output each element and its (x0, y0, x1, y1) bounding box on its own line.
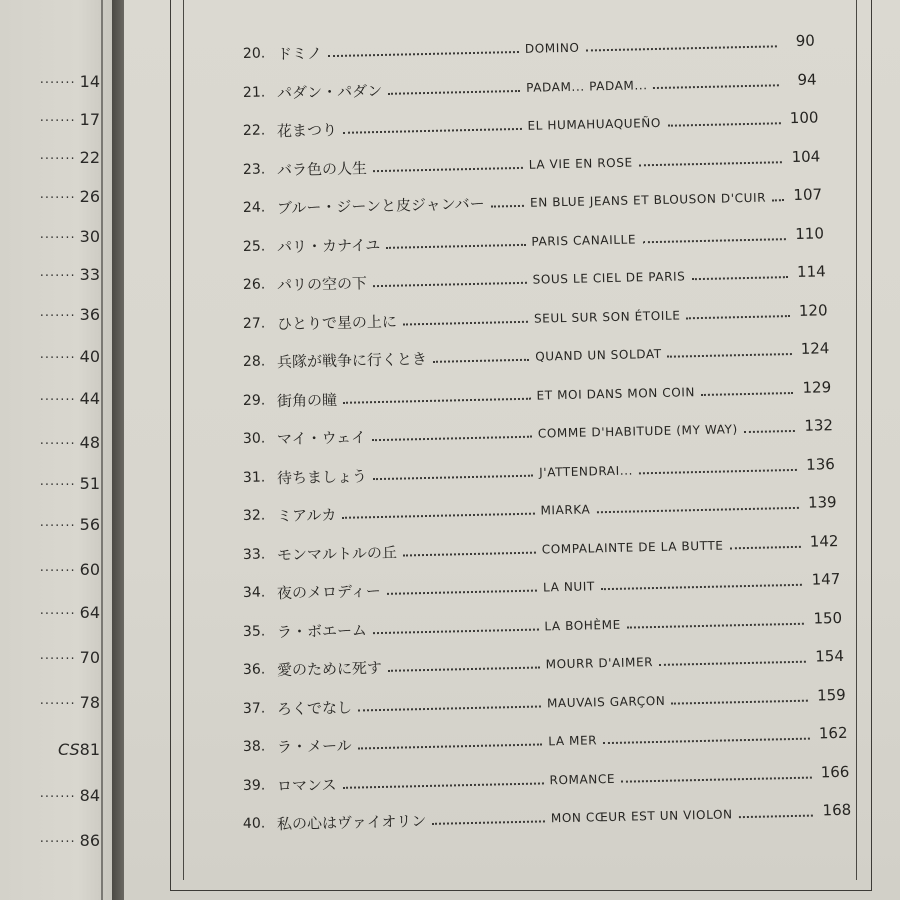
leader-dots (653, 84, 779, 89)
left-toc-row (0, 831, 100, 853)
leader-dots (373, 282, 527, 287)
toc-page-number: 100 (789, 108, 819, 128)
leader-dots: ······· (39, 269, 76, 284)
leader-dots (433, 359, 529, 363)
left-toc-page: 30 (79, 227, 100, 246)
toc-french-title: QUAND UN SOLDAT (535, 346, 662, 364)
left-toc-row (0, 648, 100, 670)
left-toc-row (0, 389, 100, 411)
toc-number: 24. (242, 199, 266, 216)
leader-dots: ······· (39, 351, 76, 366)
left-toc-page: 64 (79, 603, 100, 622)
toc-number: 40. (242, 815, 266, 832)
leader-dots (621, 776, 812, 782)
left-toc-row (0, 265, 100, 287)
leader-dots: ······· (39, 76, 76, 91)
toc-japanese-title: ろくでなし (276, 698, 353, 718)
left-toc-page: 60 (79, 560, 100, 579)
leader-dots (343, 782, 544, 788)
leader-dots: ······· (39, 697, 76, 712)
toc-number: 32. (242, 507, 266, 524)
toc-french-title: ET MOI DANS MON COIN (536, 384, 696, 403)
leader-dots: ······· (39, 437, 76, 452)
toc-japanese-title: 待ちましょう (276, 466, 368, 487)
toc-page-number: 150 (813, 608, 843, 628)
toc-page-number: 159 (816, 685, 846, 704)
leader-dots: ······· (39, 152, 76, 167)
left-toc-page: 40 (79, 347, 100, 366)
leader-dots (701, 392, 793, 396)
left-toc-page: 26 (79, 187, 100, 206)
toc-page-number: 129 (802, 377, 832, 397)
toc-japanese-title: ラ・メール (276, 736, 352, 757)
toc-page-number: 107 (793, 185, 823, 204)
left-toc-page: 22 (79, 148, 100, 167)
toc-japanese-title: ひとりで星の上に (276, 312, 398, 333)
leader-dots: ······· (39, 114, 76, 129)
toc-page-number: 94 (797, 69, 817, 89)
toc-number: 34. (242, 584, 266, 601)
toc-japanese-title: パダン・パダン (276, 81, 383, 102)
leader-dots (373, 166, 523, 171)
leader-dots (603, 738, 810, 745)
toc-number: 22. (242, 122, 266, 139)
toc-number: 26. (242, 276, 266, 293)
toc-number: 38. (242, 738, 266, 755)
toc-page-number: 142 (809, 531, 839, 551)
leader-dots (328, 51, 519, 57)
leader-dots (343, 128, 522, 134)
leader-dots: ······· (39, 309, 76, 324)
left-toc-row (0, 305, 100, 327)
left-toc-page: 56 (79, 515, 100, 534)
toc-french-title: LA MER (548, 733, 598, 749)
left-toc-page: 86 (79, 831, 100, 850)
toc-page-number: 154 (815, 646, 845, 666)
leader-dots (387, 590, 537, 595)
toc-number: 31. (242, 469, 266, 486)
toc-page-number: 124 (800, 339, 830, 358)
leader-dots (639, 468, 797, 473)
left-toc-page: 33 (79, 265, 100, 284)
toc-french-title: COMPALAINTE DE LA BUTTE (541, 538, 724, 556)
left-toc-row (0, 603, 100, 625)
toc-french-title: LA VIE EN ROSE (528, 154, 633, 172)
left-page-rule (101, 0, 103, 900)
leader-dots: ······· (39, 607, 76, 622)
toc-japanese-title: ロマンス (276, 775, 337, 795)
toc-page-number: 110 (795, 223, 825, 243)
leader-dots (668, 122, 781, 126)
toc-french-title: MON CŒUR EST UN VIOLON (550, 807, 733, 826)
leader-dots (343, 397, 531, 403)
left-toc-page: 48 (79, 433, 100, 452)
leader-dots (388, 667, 540, 672)
leader-dots (358, 705, 541, 711)
left-toc-page: 17 (79, 110, 100, 129)
leader-dots (597, 507, 799, 513)
leader-dots (358, 743, 542, 749)
toc-japanese-title: 街角の瞳 (276, 390, 338, 410)
leader-dots (671, 699, 808, 704)
toc-number: 39. (242, 777, 266, 794)
toc-number: 36. (242, 661, 266, 678)
leader-dots: ······· (39, 519, 76, 534)
leader-dots (639, 161, 782, 166)
toc-number: 35. (242, 623, 266, 640)
toc-japanese-title: マイ・ウェイ (276, 428, 367, 449)
left-toc-page: 84 (79, 786, 100, 805)
toc-page-number: 168 (822, 800, 852, 820)
leader-dots (692, 276, 788, 280)
left-toc-row (0, 227, 100, 249)
leader-dots (373, 628, 539, 634)
toc-page-number: 120 (798, 300, 828, 320)
toc-japanese-title: モンマルトルの丘 (276, 543, 398, 564)
leader-dots (373, 474, 533, 479)
leader-dots (627, 622, 804, 628)
left-toc-row (0, 515, 100, 537)
toc-number: 28. (242, 353, 266, 370)
toc-number: 37. (242, 700, 266, 717)
leader-dots: ······· (39, 652, 76, 667)
leader-dots: ······· (39, 393, 76, 408)
leader-dots (388, 89, 520, 94)
toc-french-title: EL HUMAHUAQUEÑO (527, 115, 662, 133)
leader-dots (601, 584, 802, 590)
toc-french-title: EN BLUE JEANS ET BLOUSON D'CUIR (529, 190, 767, 210)
toc-page-number: 114 (796, 262, 826, 281)
toc-french-title: ROMANCE (549, 771, 616, 787)
toc-number: 20. (242, 45, 266, 62)
toc-number: 29. (242, 392, 266, 409)
left-toc-page: 70 (79, 648, 100, 667)
leader-dots (386, 243, 526, 248)
book-gutter (112, 0, 124, 900)
leader-dots (744, 430, 795, 433)
toc-japanese-title: 兵隊が戦争に行くとき (276, 349, 428, 372)
left-toc-row (0, 72, 100, 94)
left-toc-page: 14 (79, 72, 100, 91)
toc-french-title: MOURR D'AIMER (545, 655, 654, 672)
toc-japanese-title: 私の心はヴァイオリン (276, 812, 427, 834)
toc-japanese-title: 愛のために死す (276, 658, 383, 680)
toc-french-title: PARIS CANAILLE (531, 231, 637, 249)
leader-dots (739, 815, 813, 819)
toc-japanese-title: バラ色の人生 (276, 158, 368, 179)
leader-dots (586, 45, 777, 51)
toc-number: 27. (242, 315, 266, 332)
toc-page-number: 132 (804, 416, 834, 435)
leader-dots (342, 513, 535, 519)
toc-page-number: 90 (795, 31, 815, 50)
toc-number: 21. (242, 84, 266, 101)
left-toc-row (0, 786, 100, 808)
toc-french-title: MAUVAIS GARÇON (546, 693, 666, 710)
toc-japanese-title: ミアルカ (276, 505, 337, 526)
toc-page-number: 136 (805, 454, 836, 474)
leader-dots (659, 661, 806, 666)
leader-dots: ······· (39, 790, 76, 805)
left-toc-row (0, 474, 100, 496)
toc-number: 25. (242, 238, 266, 255)
toc-french-title: COMME D'HABITUDE (MY WAY) (537, 422, 738, 441)
leader-dots (667, 353, 792, 358)
left-toc-suffix: CS (58, 740, 80, 759)
leader-dots: ······· (39, 191, 76, 206)
leader-dots (403, 320, 528, 325)
toc-number: 23. (242, 161, 266, 178)
left-toc-row (0, 740, 100, 762)
leader-dots (643, 238, 786, 243)
toc-page-number: 166 (820, 762, 850, 781)
toc-french-title: LA BOHÈME (544, 617, 621, 633)
leader-dots: ······· (39, 231, 76, 246)
toc-french-title: SEUL SUR SON ÉTOILE (533, 307, 681, 326)
left-toc-row (0, 693, 100, 715)
toc-japanese-title: 夜のメロディー (276, 581, 381, 603)
leader-dots (491, 205, 524, 208)
toc-french-title: J'ATTENDRAI... (539, 462, 634, 480)
left-page (0, 0, 112, 900)
leader-dots (432, 820, 545, 824)
toc-page-number: 104 (791, 146, 821, 166)
left-toc-row (0, 187, 100, 209)
left-toc-page: 78 (79, 693, 100, 712)
left-toc-row (0, 148, 100, 170)
toc-japanese-title: ブルー・ジーンと皮ジャンバー (276, 194, 485, 218)
left-toc-row (0, 347, 100, 369)
toc-french-title: SOUS LE CIEL DE PARIS (532, 269, 686, 287)
leader-dots: ······· (39, 564, 76, 579)
toc-french-title: LA NUIT (542, 579, 596, 595)
toc-number: 33. (242, 546, 266, 563)
toc-japanese-title: 花まつり (276, 120, 338, 141)
toc-number: 30. (242, 430, 266, 447)
toc-japanese-title: パリの空の下 (276, 274, 368, 295)
toc-japanese-title: ドミノ (276, 44, 323, 64)
toc-french-title: MIARKA (540, 502, 591, 518)
left-toc-page: 44 (79, 389, 100, 408)
left-toc-row (0, 110, 100, 132)
toc-japanese-title: ラ・ボエーム (276, 620, 368, 641)
leader-dots: ······· (39, 835, 76, 850)
left-toc-page: 51 (79, 474, 100, 493)
toc-japanese-title: パリ・カナイユ (276, 235, 381, 256)
toc-page-number: 147 (811, 569, 841, 589)
toc-french-title: PADAM... PADAM... (526, 77, 648, 95)
toc-page-number: 139 (807, 493, 837, 512)
leader-dots (403, 551, 536, 556)
leader-dots: ······· (39, 478, 76, 493)
left-toc-page: 36 (79, 305, 100, 324)
left-toc-row (0, 560, 100, 582)
toc-french-title: DOMINO (524, 40, 580, 56)
toc-page-number: 162 (818, 723, 848, 743)
leader-dots (730, 545, 801, 549)
leader-dots (372, 436, 532, 441)
left-toc-row (0, 433, 100, 455)
leader-dots (686, 315, 790, 319)
left-toc-page: 81 (79, 740, 100, 759)
